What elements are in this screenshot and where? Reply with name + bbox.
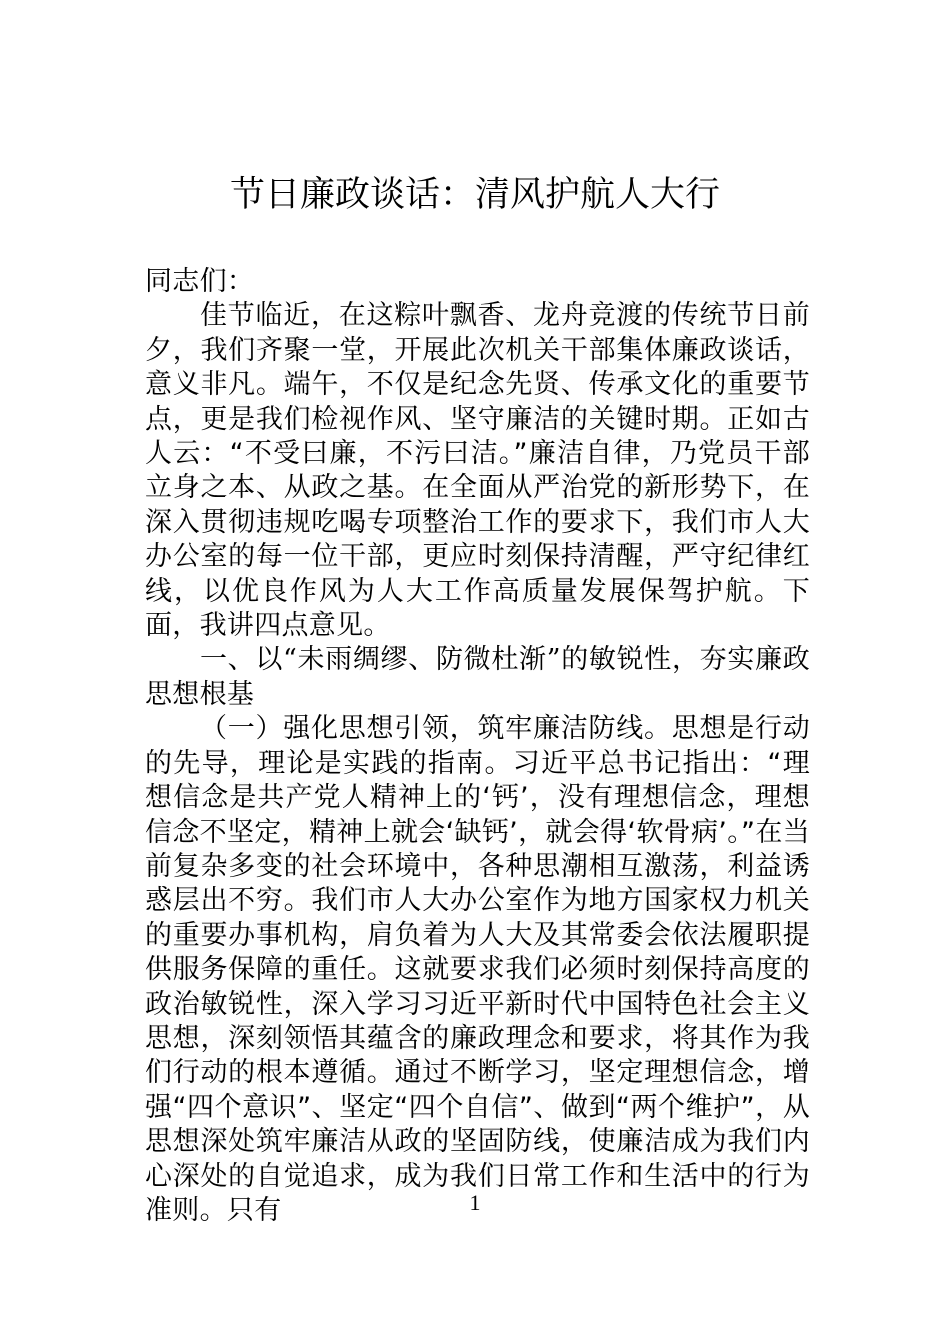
document-body	[145, 265, 810, 1228]
salutation: 同志们：	[145, 266, 255, 297]
body-paragraph-1-1: （一）强化思想引领，筑牢廉洁防线。思想是行动的先导，理论是实践的指南。习近平总书记指出：“理想信念是共产党人精神上的‘钙’，没有理想信念，理想信念不坚定，精神上就会‘缺钙’，就会得‘软骨病’。”在当前复杂多变的社会环境中，各种思潮相互激荡，利益诱惑层出不穷。我们市人大办公室作为地方国家权力机关的重要办事机构，肩负着为人大及其常委会依法履职提供服务保障的重任。这就要求我们必须时刻保持高度的政治敏锐性，深入学习习近平新时代中国特色社会主义思想，深刻领悟其蕴含的廉政理念和要求，将其作为我们行动的根本遵循。通过不断学习，坚定理想信念，增强“四个意识”、坚定“四个自信”、做到“两个维护”，从思想深处筑牢廉洁从政的坚固防线，使廉洁成为我们内心深处的自觉追求，成为我们日常工作和生活中的行为准则。只有	[145, 713, 810, 1226]
section-heading-1: 一、以“未雨绸缪、防微杜渐”的敏锐性，夯实廉政思想根基	[145, 644, 810, 710]
page-number: 1	[469, 1190, 481, 1215]
body-paragraph-intro: 佳节临近，在这粽叶飘香、龙舟竞渡的传统节日前夕，我们齐聚一堂，开展此次机关干部集体廉政谈话，意义非凡。端午，不仅是纪念先贤、传承文化的重要节点，更是我们检视作风、坚守廉洁的关键时期。正如古人云：“不受曰廉，不污曰洁。”廉洁自律，乃党员干部立身之本、从政之基。在全面从严治党的新形势下，在深入贯彻违规吃喝专项整治工作的要求下，我们市人大办公室的每一位干部，更应时刻保持清醒，严守纪律红线，以优良作风为人大工作高质量发展保驾护航。下面，我讲四点意见。	[145, 300, 810, 642]
document-title: 节日廉政谈话：清风护航人大行	[229, 175, 720, 215]
